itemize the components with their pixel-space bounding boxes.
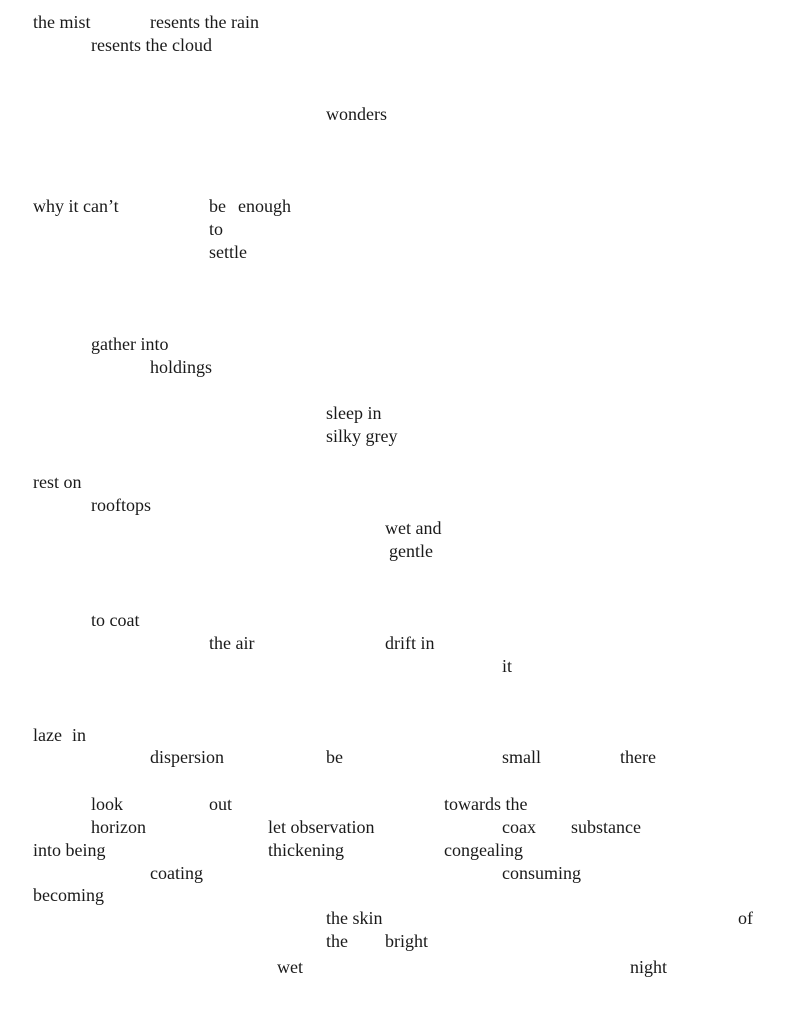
poem-word: the air — [209, 633, 255, 653]
poem-word: sleep in — [326, 403, 382, 423]
poem-word: settle — [209, 242, 247, 262]
poem-word: into being — [33, 840, 106, 860]
poem-word: rooftops — [91, 495, 151, 515]
poem-word: to — [209, 219, 224, 239]
poem-word: in — [72, 725, 87, 745]
poem-word: bright — [385, 931, 428, 951]
poem-word: enough — [238, 196, 291, 216]
poem-word: rest on — [33, 472, 82, 492]
poem-word: gentle — [389, 541, 433, 561]
poem-word: small — [502, 747, 541, 767]
poem-word: coax — [502, 817, 536, 837]
poem-word: the mist — [33, 12, 91, 32]
poem-word: becoming — [33, 885, 104, 905]
poem-word: night — [630, 957, 668, 977]
poem-word: drift in — [385, 633, 435, 653]
poem-word: substance — [571, 817, 641, 837]
poem-word: be — [326, 747, 343, 767]
poem-word: gather into — [91, 334, 169, 354]
poem-word: resents the cloud — [91, 35, 212, 55]
poem-word: coating — [150, 863, 203, 883]
poem-word: it — [502, 656, 513, 676]
poem-word: the — [326, 931, 348, 951]
poem-word: wet and — [385, 518, 442, 538]
poem-word: dispersion — [150, 747, 224, 767]
poem-word: out — [209, 794, 233, 814]
poem-word: congealing — [444, 840, 523, 860]
poem-word: wonders — [326, 104, 387, 124]
poem-word: thickening — [268, 840, 344, 860]
poem-word: towards the — [444, 794, 528, 814]
poem-word: of — [738, 908, 753, 928]
poem-word: wet — [277, 957, 303, 977]
poem-word: consuming — [502, 863, 581, 883]
poem-word: horizon — [91, 817, 146, 837]
poem-word: look — [91, 794, 124, 814]
poem-word: laze — [33, 725, 62, 745]
poem-word: to coat — [91, 610, 140, 630]
poem-word: resents the rain — [150, 12, 259, 32]
poem-word: silky grey — [326, 426, 398, 446]
poem-word: why it can’t — [33, 196, 119, 216]
poem-word: there — [620, 747, 656, 767]
poem-word: be — [209, 196, 226, 216]
poem-word: the skin — [326, 908, 383, 928]
poem-word: holdings — [150, 357, 213, 377]
poem-word: let observation — [268, 817, 375, 837]
